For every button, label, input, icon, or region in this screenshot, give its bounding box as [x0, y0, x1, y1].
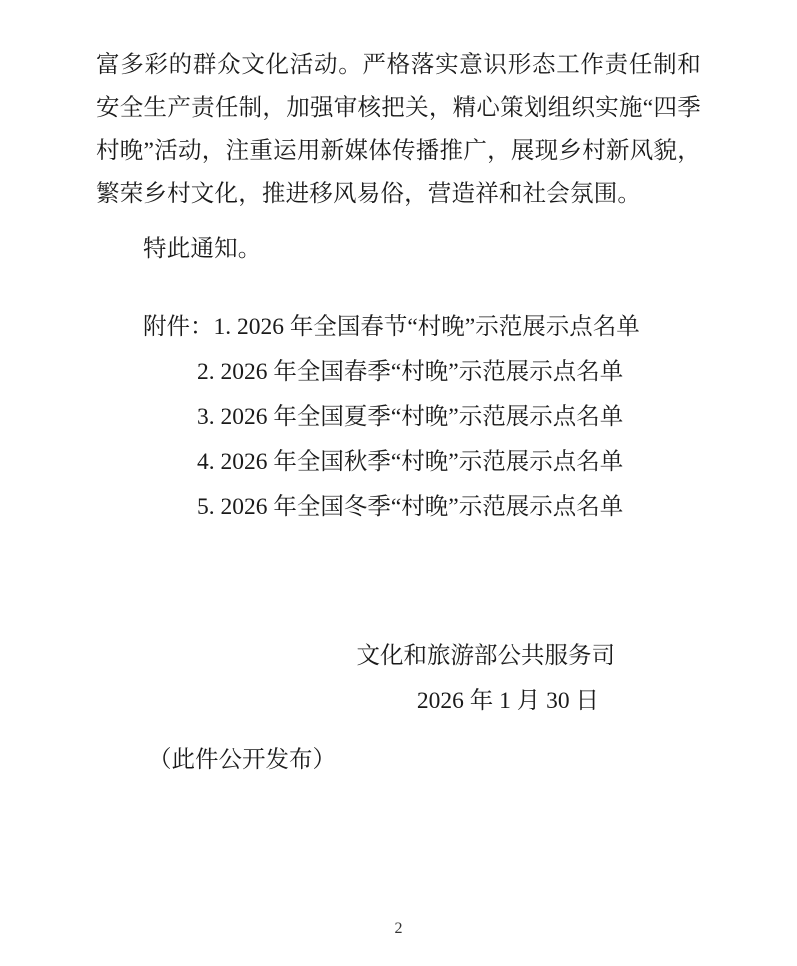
paragraph-spacer	[96, 216, 701, 228]
signature-organization: 文化和旅游部公共服务司	[356, 643, 615, 669]
signature-block	[96, 634, 701, 724]
public-release-note: （此件公开发布）	[148, 747, 336, 773]
attachment-item-5: 5. 2026 年全国冬季“村晚”示范展示点名单	[197, 494, 624, 520]
attachment-text-1: 1. 2026 年全国春节“村晚”示范展示点名单	[213, 314, 640, 340]
document-body	[96, 44, 701, 271]
attachment-label: 附件：	[143, 314, 214, 340]
paragraph-continuation: 富多彩的群众文化活动。严格落实意识形态工作责任制和安全生产责任制，加强审核把关，精心策划组织实施“四季村晚”活动，注重运用新媒体传播推广，展现乡村新风貌，繁荣乡村文化，推进移风易俗，营造祥和社会氛围。	[96, 52, 701, 207]
page-number: 2	[394, 920, 403, 937]
attachment-item-4: 4. 2026 年全国秋季“村晚”示范展示点名单	[197, 449, 624, 475]
attachment-list	[96, 305, 701, 530]
attachment-item-2: 2. 2026 年全国春季“村晚”示范展示点名单	[197, 359, 624, 385]
attachment-item-1	[96, 305, 701, 350]
attachment-item-3: 3. 2026 年全国夏季“村晚”示范展示点名单	[197, 404, 624, 430]
signature-date: 2026 年 1 月 30 日	[416, 688, 599, 714]
paragraph-notice-close: 特此通知。	[143, 236, 262, 262]
